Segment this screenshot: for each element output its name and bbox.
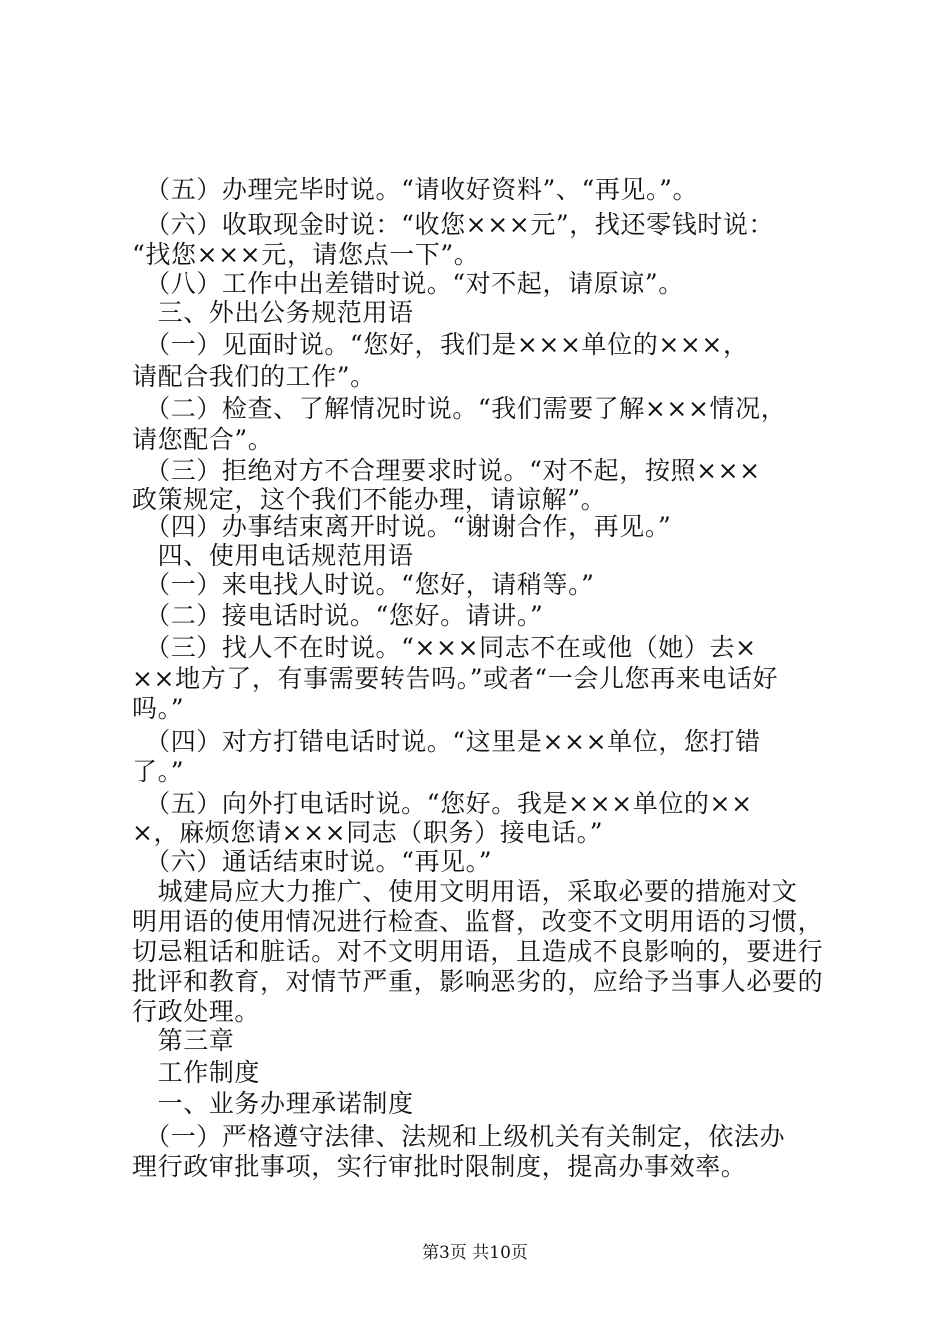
- text-line: （五）向外打电话时说。“您好。我是×××单位的××: [132, 789, 753, 818]
- text-line: 明用语的使用情况进行检查、监督，改变不文明用语的习惯，: [132, 907, 824, 936]
- text-line: （二）接电话时说。“您好。请讲。”: [132, 601, 544, 630]
- text-line: （四）对方打错电话时说。“这里是×××单位，您打错: [132, 727, 761, 756]
- text-line: （五）办理完毕时说。“请收好资料”、“再见。”。: [132, 175, 699, 204]
- page-number-footer: 第3页 共10页: [422, 1243, 528, 1263]
- text-line: （六）收取现金时说：“收您×××元”，找还零钱时说：: [132, 210, 775, 239]
- text-line: 请配合我们的工作”。: [132, 362, 376, 391]
- text-line: 理行政审批事项，实行审批时限制度，提高办事效率。: [132, 1152, 747, 1181]
- section-heading: 四、使用电话规范用语: [132, 541, 414, 570]
- text-line: （四）办事结束离开时说。“谢谢合作，再见。”: [132, 512, 672, 541]
- text-line: ×，麻烦您请×××同志（职务）接电话。”: [132, 818, 604, 847]
- text-line: “找您×××元，请您点一下”。: [132, 240, 480, 269]
- text-line: （三）拒绝对方不合理要求时说。“对不起，按照×××: [132, 456, 761, 485]
- text-line: 请您配合”。: [132, 425, 274, 454]
- text-line: ××地方了，有事需要转告吗。”或者“一会儿您再来电话好: [132, 664, 779, 693]
- text-line: （八）工作中出差错时说。“对不起，请原谅”。: [132, 269, 684, 298]
- text-line: 城建局应大力推广、使用文明用语，采取必要的措施对文: [132, 877, 798, 906]
- chapter-title: 工作制度: [132, 1058, 261, 1087]
- chapter-heading: 第三章: [132, 1026, 235, 1055]
- text-line: （三）找人不在时说。“×××同志不在或他（她）去×: [132, 633, 757, 662]
- text-line: （一）严格遵守法律、法规和上级机关有关制定，依法办: [132, 1122, 786, 1151]
- text-line: 政策规定，这个我们不能办理，请谅解”。: [132, 485, 607, 514]
- text-line: （一）来电找人时说。“您好，请稍等。”: [132, 570, 595, 599]
- text-line: （二）检查、了解情况时说。“我们需要了解×××情况，: [132, 394, 787, 423]
- section-heading: 一、业务办理承诺制度: [132, 1089, 414, 1118]
- text-line: 批评和教育，对情节严重，影响恶劣的，应给予当事人必要的: [132, 967, 824, 996]
- section-heading: 三、外出公务规范用语: [132, 298, 414, 327]
- text-line: 行政处理。: [132, 997, 261, 1026]
- text-line: 了。”: [132, 757, 185, 786]
- text-line: （六）通话结束时说。“再见。”: [132, 847, 493, 876]
- text-line: 吗。”: [132, 694, 185, 723]
- text-line: 切忌粗话和脏话。对不文明用语，且造成不良影响的，要进行: [132, 937, 824, 966]
- text-line: （一）见面时说。“您好，我们是×××单位的×××，: [132, 330, 749, 359]
